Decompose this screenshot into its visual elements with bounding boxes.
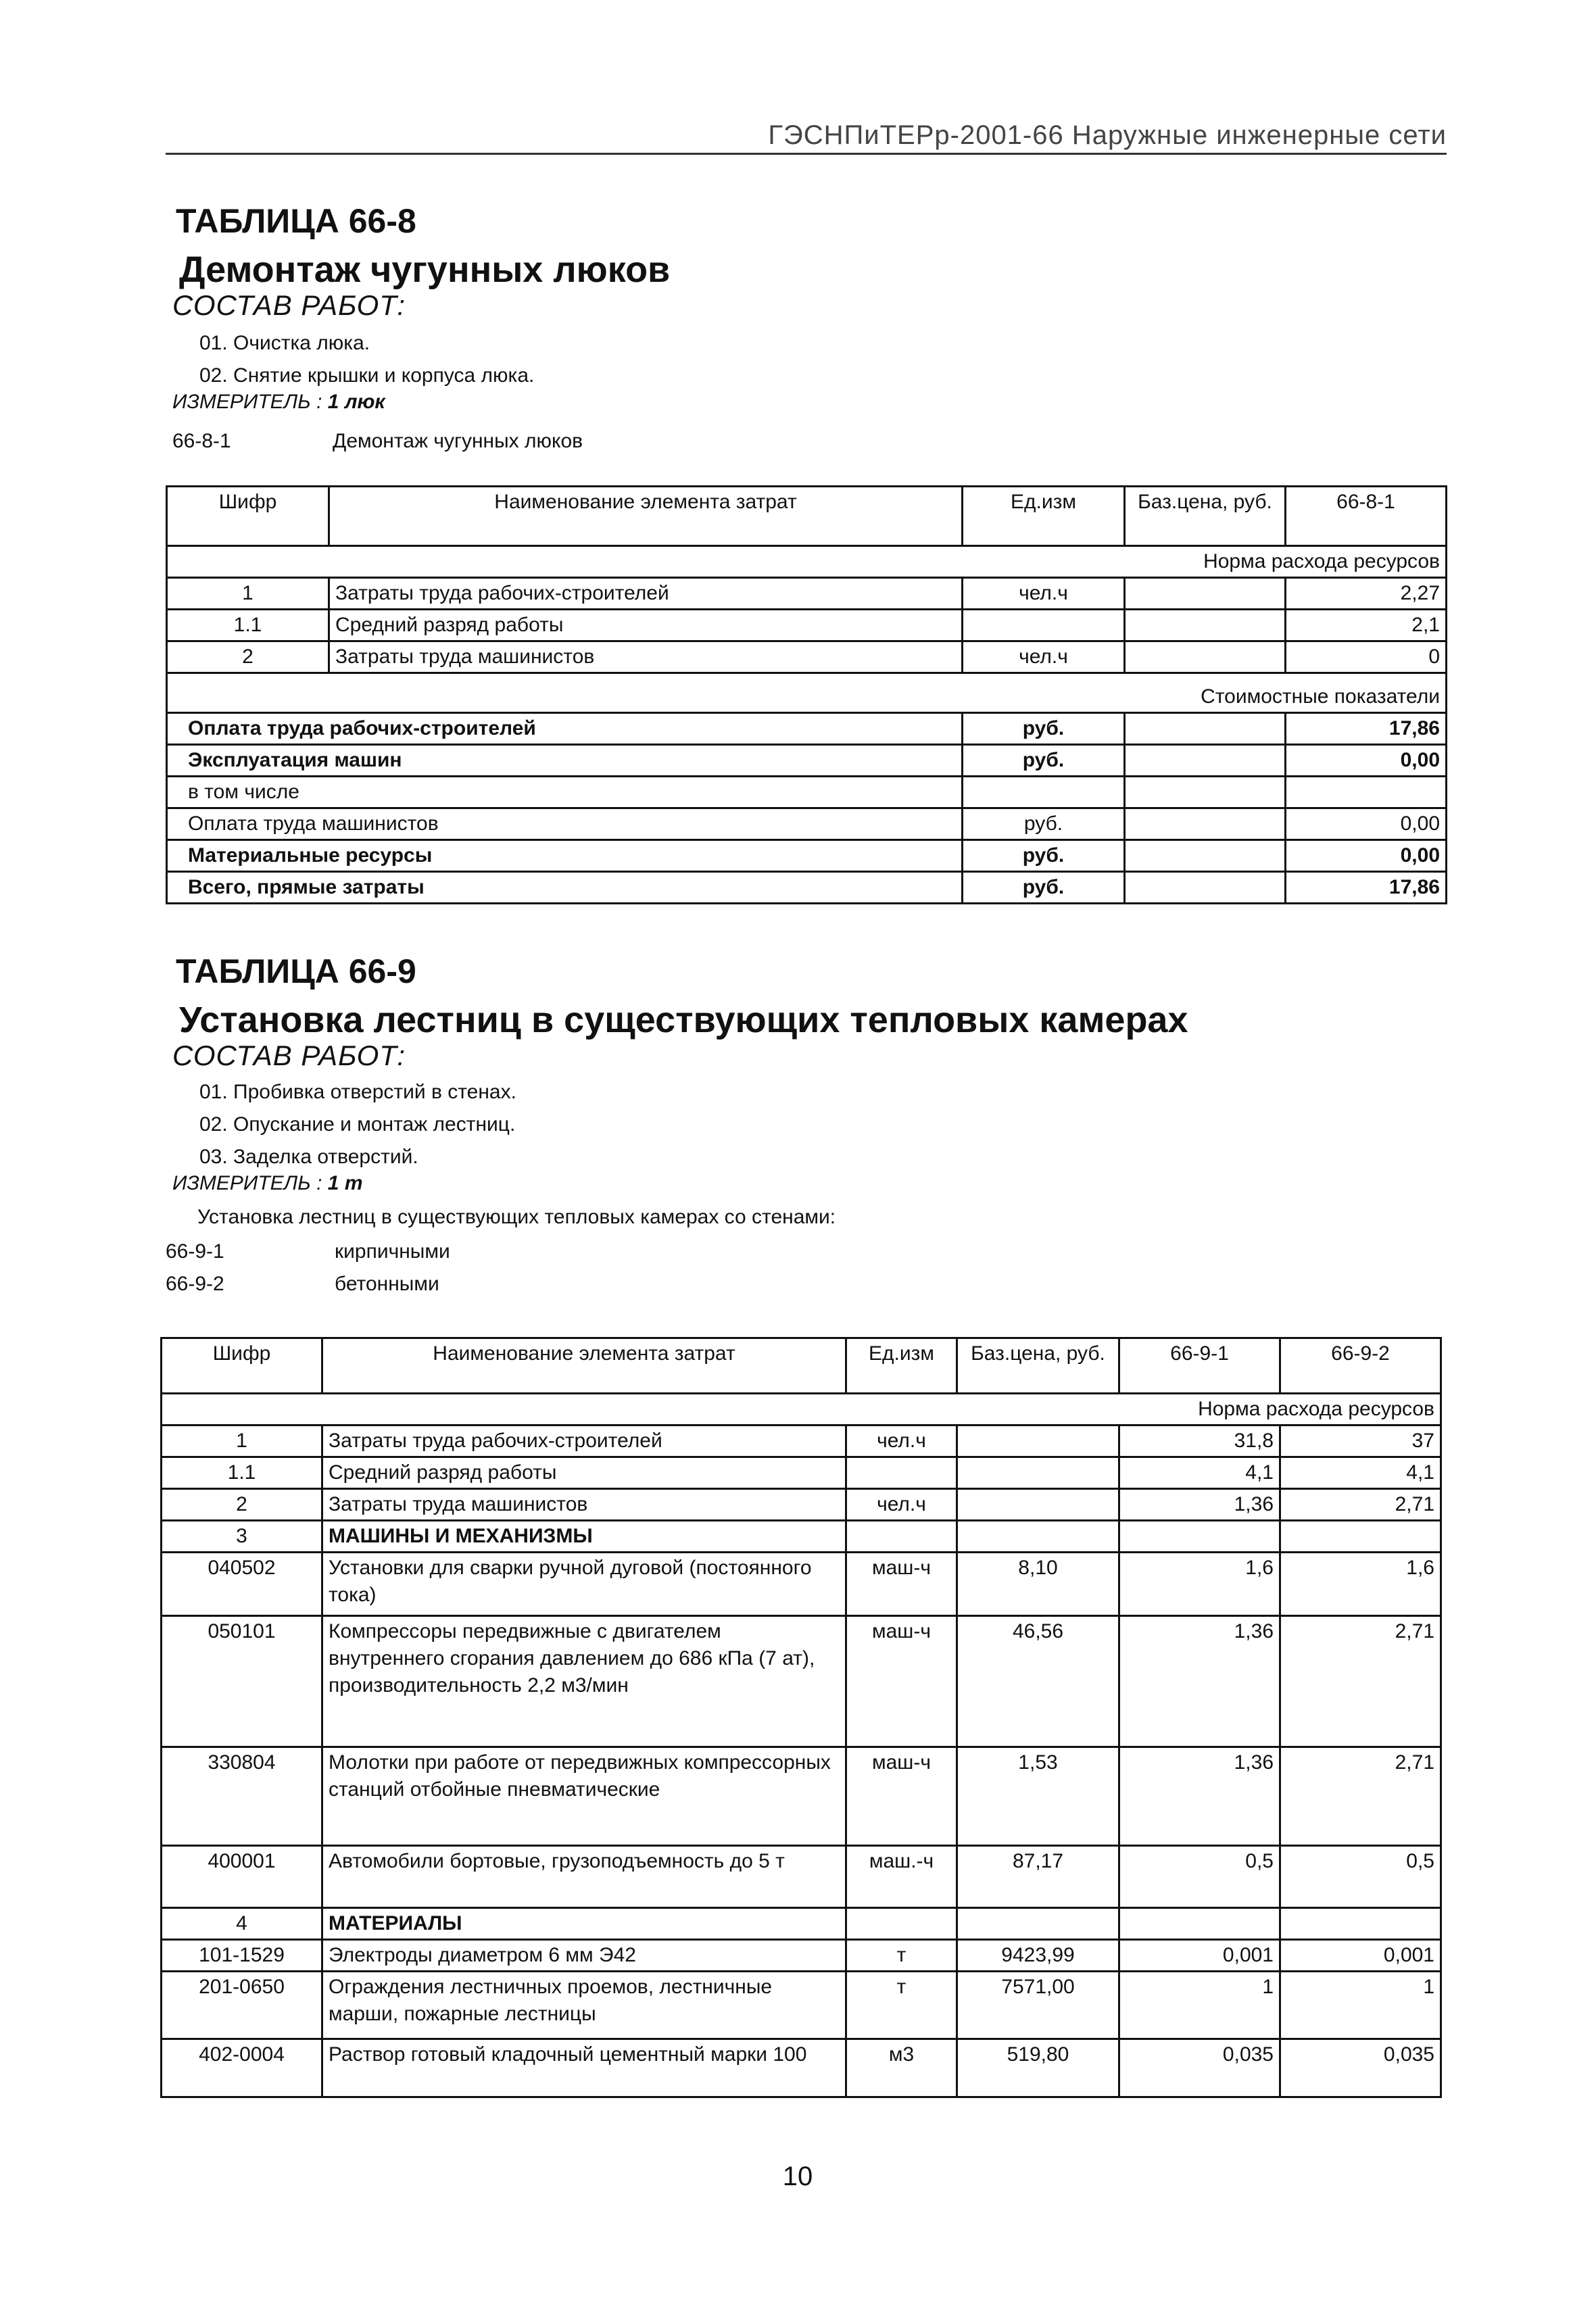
cell-code: 2 [162, 1489, 322, 1521]
cost-unit: руб. [963, 713, 1125, 745]
cell-code: 402-0004 [162, 2039, 322, 2097]
cell-price: 7571,00 [957, 1972, 1119, 2039]
cell-v1: 1,36 [1119, 1616, 1280, 1747]
cell-code: 330804 [162, 1747, 322, 1846]
section-row-materials [162, 1908, 1441, 1940]
cell-unit: т [846, 1940, 957, 1972]
cell-price [1125, 578, 1286, 610]
table-66-8-title: ТАБЛИЦА 66-8 [176, 202, 416, 240]
cell-v2: 0,001 [1280, 1940, 1441, 1972]
t2-operation: 03. Заделка отверстий. [199, 1146, 418, 1168]
cost-price [1125, 713, 1286, 745]
cell-unit: чел.ч [963, 641, 1125, 673]
t1-code-name: Демонтаж чугунных люков [333, 430, 583, 452]
cell-name: Автомобили бортовые, грузоподъемность до 5 т [322, 1846, 846, 1908]
cell-v1: 4,1 [1119, 1457, 1280, 1489]
t1-measure-label: ИЗМЕРИТЕЛЬ : [172, 391, 322, 413]
cell-unit: маш.-ч [846, 1846, 957, 1908]
cell-v1: 1,6 [1119, 1553, 1280, 1616]
col-header-code: Шифр [162, 1338, 322, 1394]
page-number: 10 [782, 2162, 813, 2191]
cell-code: 040502 [162, 1553, 322, 1616]
cell-price: 87,17 [957, 1846, 1119, 1908]
cost-price [1125, 808, 1286, 840]
cell-v2: 1,6 [1280, 1553, 1441, 1616]
table-66-8-subtitle: Демонтаж чугунных люков [179, 249, 671, 290]
t2-measure-label: ИЗМЕРИТЕЛЬ : [172, 1172, 322, 1194]
t2-work-composition-label: СОСТАВ РАБОТ: [172, 1040, 406, 1071]
table-66-9-subtitle: Установка лестниц в существующих тепловых камерах [179, 1000, 1188, 1040]
cell-name: Затраты труда рабочих-строителей [329, 578, 963, 610]
cell-v1: 2,27 [1286, 578, 1447, 610]
table-row [167, 610, 1447, 641]
col-header-v2: 66-9-2 [1280, 1338, 1441, 1394]
t1-operations-list [199, 327, 534, 392]
t1-operation: 02. Снятие крышки и корпуса люка. [199, 364, 535, 387]
cost-name: Эксплуатация машин [167, 745, 963, 777]
t2-operation: 01. Пробивка отверстий в стенах. [199, 1081, 516, 1103]
t2-operations-list [199, 1076, 516, 1173]
col-header-name: Наименование элемента затрат [322, 1338, 846, 1394]
cell-name: Средний разряд работы [329, 610, 963, 641]
cost-unit: руб. [963, 808, 1125, 840]
cell-name: Затраты труда рабочих-строителей [322, 1425, 846, 1457]
cost-unit: руб. [963, 840, 1125, 872]
section-title: МАШИНЫ И МЕХАНИЗМЫ [322, 1521, 846, 1553]
section-row-machines [162, 1521, 1441, 1553]
cost-header-row [167, 673, 1447, 713]
cell-name: Затраты труда машинистов [329, 641, 963, 673]
cell-price [1125, 641, 1286, 673]
cell-price [957, 1489, 1119, 1521]
cost-v1 [1286, 777, 1447, 808]
cost-row [167, 840, 1447, 872]
cell-v1: 0,035 [1119, 2039, 1280, 2097]
cost-v1: 17,86 [1286, 713, 1447, 745]
header-rule [166, 153, 1447, 155]
cell-unit: чел.ч [846, 1425, 957, 1457]
table-row [162, 1489, 1441, 1521]
t2-code: 66-9-1 [166, 1240, 224, 1263]
norm-label: Норма расхода ресурсов [162, 1394, 1441, 1425]
cell-name: Электроды диаметром 6 мм Э42 [322, 1940, 846, 1972]
norm-row [162, 1394, 1441, 1425]
cell-v2: 0,035 [1280, 2039, 1441, 2097]
section-code: 3 [162, 1521, 322, 1553]
t2-code-name: бетонными [335, 1273, 439, 1295]
cell-name: Молотки при работе от передвижных компрессорных станций отбойные пневматические [322, 1747, 846, 1846]
cell-unit: чел.ч [846, 1489, 957, 1521]
t2-measure-value: 1 m [327, 1172, 363, 1194]
col-header-code: Шифр [167, 487, 329, 546]
cell-v1: 0,5 [1119, 1846, 1280, 1908]
table-row [162, 1457, 1441, 1489]
cost-row [167, 713, 1447, 745]
cost-price [1125, 840, 1286, 872]
table-row [162, 1972, 1441, 2039]
cost-row [167, 808, 1447, 840]
cell-v2: 1 [1280, 1972, 1441, 2039]
cost-price [1125, 777, 1286, 808]
cell-v1: 1,36 [1119, 1489, 1280, 1521]
cell-v2: 37 [1280, 1425, 1441, 1457]
table-66-8 [166, 485, 1447, 904]
norm-row [167, 546, 1447, 578]
cell-v1: 0 [1286, 641, 1447, 673]
t2-measure [172, 1172, 363, 1195]
table-66-9-title: ТАБЛИЦА 66-9 [176, 952, 416, 990]
t2-operation: 02. Опускание и монтаж лестниц. [199, 1113, 516, 1136]
cell-price [957, 1457, 1119, 1489]
table-row [162, 1425, 1441, 1457]
cost-header: Стоимостные показатели [167, 673, 1447, 713]
cell-code: 1 [167, 578, 329, 610]
cell-price [1125, 610, 1286, 641]
table-row [162, 1940, 1441, 1972]
table-row [162, 1747, 1441, 1846]
cost-price [1125, 745, 1286, 777]
cell-unit: т [846, 1972, 957, 2039]
cost-v1: 0,00 [1286, 840, 1447, 872]
cost-v1: 0,00 [1286, 745, 1447, 777]
document-header: ГЭСНПиТЕРр-2001-66 Наружные инженерные сети [768, 120, 1447, 150]
cell-unit: чел.ч [963, 578, 1125, 610]
cost-v1: 0,00 [1286, 808, 1447, 840]
cell-v1: 31,8 [1119, 1425, 1280, 1457]
norm-label: Норма расхода ресурсов [167, 546, 1447, 578]
cell-code: 2 [167, 641, 329, 673]
cost-row [167, 872, 1447, 904]
table-row [167, 641, 1447, 673]
cell-name: Установки для сварки ручной дуговой (постоянного тока) [322, 1553, 846, 1616]
t1-measure-value: 1 люк [327, 391, 385, 413]
cell-price: 46,56 [957, 1616, 1119, 1747]
cell-v1: 0,001 [1119, 1940, 1280, 1972]
cell-price: 8,10 [957, 1553, 1119, 1616]
t1-work-composition-label: СОСТАВ РАБОТ: [172, 289, 406, 321]
table-66-9 [160, 1337, 1442, 2098]
cell-unit: м3 [846, 2039, 957, 2097]
t1-operation: 01. Очистка люка. [199, 332, 370, 354]
col-header-v1: 66-8-1 [1286, 487, 1447, 546]
cost-name: Всего, прямые затраты [167, 872, 963, 904]
cell-price: 1,53 [957, 1747, 1119, 1846]
col-header-unit: Ед.изм [846, 1338, 957, 1394]
cell-name: Компрессоры передвижные с двигателем внутреннего сгорания давлением до 686 кПа (7 ат), производительность 2,2 м3/мин [322, 1616, 846, 1747]
table-row [162, 2039, 1441, 2097]
table-header-row [167, 487, 1447, 546]
cell-v2: 0,5 [1280, 1846, 1441, 1908]
cell-price: 9423,99 [957, 1940, 1119, 1972]
cell-v1: 1 [1119, 1972, 1280, 2039]
cell-code: 1 [162, 1425, 322, 1457]
col-header-name: Наименование элемента затрат [329, 487, 963, 546]
cell-v1: 1,36 [1119, 1747, 1280, 1846]
cost-row [167, 777, 1447, 808]
cell-code: 1.1 [162, 1457, 322, 1489]
cell-v2: 2,71 [1280, 1616, 1441, 1747]
table-row [162, 1553, 1441, 1616]
cost-unit: руб. [963, 745, 1125, 777]
col-header-price: Баз.цена, руб. [1125, 487, 1286, 546]
t1-code: 66-8-1 [172, 430, 231, 452]
cell-unit [846, 1457, 957, 1489]
table-header-row [162, 1338, 1441, 1394]
cell-price [957, 1425, 1119, 1457]
cost-name: в том числе [167, 777, 963, 808]
cell-price: 519,80 [957, 2039, 1119, 2097]
cell-code: 201-0650 [162, 1972, 322, 2039]
cost-price [1125, 872, 1286, 904]
cell-code: 1.1 [167, 610, 329, 641]
cell-code: 400001 [162, 1846, 322, 1908]
col-header-price: Баз.цена, руб. [957, 1338, 1119, 1394]
cell-unit: маш-ч [846, 1616, 957, 1747]
table-row [162, 1616, 1441, 1747]
cell-name: Ограждения лестничных проемов, лестничные марши, пожарные лестницы [322, 1972, 846, 2039]
cost-name: Оплата труда машинистов [167, 808, 963, 840]
cell-v2: 4,1 [1280, 1457, 1441, 1489]
t1-measure [172, 391, 385, 414]
table-row [167, 578, 1447, 610]
cost-v1: 17,86 [1286, 872, 1447, 904]
cell-name: Средний разряд работы [322, 1457, 846, 1489]
cell-unit: маш-ч [846, 1553, 957, 1616]
cost-unit [963, 777, 1125, 808]
section-title: МАТЕРИАЛЫ [322, 1908, 846, 1940]
cost-name: Материальные ресурсы [167, 840, 963, 872]
cost-unit: руб. [963, 872, 1125, 904]
cost-name: Оплата труда рабочих-строителей [167, 713, 963, 745]
table-row [162, 1846, 1441, 1908]
cell-name: Раствор готовый кладочный цементный марки 100 [322, 2039, 846, 2097]
cell-unit: маш-ч [846, 1747, 957, 1846]
t2-intro: Установка лестниц в существующих тепловых камерах со стенами: [197, 1206, 836, 1228]
t2-code-name: кирпичными [335, 1240, 450, 1263]
cell-code: 050101 [162, 1616, 322, 1747]
t2-code: 66-9-2 [166, 1273, 224, 1295]
cell-name: Затраты труда машинистов [322, 1489, 846, 1521]
cell-unit [963, 610, 1125, 641]
col-header-unit: Ед.изм [963, 487, 1125, 546]
cell-v2: 2,71 [1280, 1489, 1441, 1521]
section-code: 4 [162, 1908, 322, 1940]
cell-v2: 2,71 [1280, 1747, 1441, 1846]
cost-row [167, 745, 1447, 777]
col-header-v1: 66-9-1 [1119, 1338, 1280, 1394]
cell-code: 101-1529 [162, 1940, 322, 1972]
cell-v1: 2,1 [1286, 610, 1447, 641]
